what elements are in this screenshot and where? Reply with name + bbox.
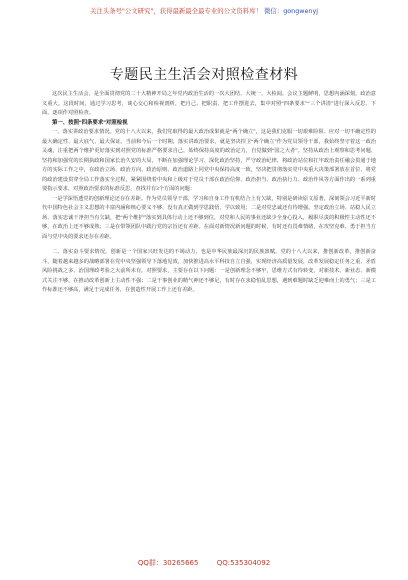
body-paragraph: 二、落实奋斗要求情况。创新是一个国家兴旺发达的不竭动力，也是中华民族最深沉的民族禀赋。党的十八大以来，推创新改革，推创新奋斗，随着越来越多的战略部署在党中央坚强领导下落地见效，加快推进高水平科技自立自强，实现经济高质量发展，改革发展稳定任务之重、矛盾风险挑战之多、治国理政考验之大前所未有。对照要求，主要存在以下问题：一是创新理念不够牢，思维方式有待转变，对新技术、新业态、新模式关注不够，在推动改革创新上主动性不强；二是干事创业的精气神还不够足，有时存在求稳怕乱思想，遇到难题时缺乏迎难而上的勇气；三是工作标准还不够高，满足于完成任务，在创造性开展工作上还有差距。 — [42, 249, 376, 293]
promo-banner — [0, 6, 408, 15]
document-title: 专题民主生活会对照检查材料 — [109, 67, 299, 83]
footer-qq: QQ:535304092 — [216, 559, 271, 567]
footer-qq-group: QQ群：30265665 — [137, 559, 199, 567]
banner-wechat: 微信：gongwenyj — [264, 7, 319, 15]
document-body — [42, 90, 376, 296]
footer-contact — [0, 558, 408, 568]
intro-paragraph: 这次民主生活会，是全面贯彻党的二十大精神开局之年党内政治生活的一次大团结、大统一、大检阅。会议主题鲜明，思想内涵深刻，政治意义重大。这段时间，通过学习思考，谈心交心和检视剖析，把自己、把职责、把工作摆进去，集中对照“四条要求”“三个讲清”进行深入反思、下面，逐项作对照检查。 — [42, 91, 376, 116]
body-paragraph: 一是学深悟透党的创新理论还存在差距。作为党员领导干部，学习和自身工作有机结合上有欠缺，特别是研读原文原著，深刻领会习近平新时代中国特色社会主义思想的丰富内涵和核心要义不够、没有真正做到学思践悟、学以致用；二是对党忠诚还有待增强。坚定政治立场、站稳人民立场、落实忠诚干净担当有欠缺，把“两个维护”落实到具体行动上还不够到位，对党和人民的事业还缺少全身心投入，履职尽责的积极性主动性还不够，在政治上还不够成熟；三是在带领团队中践行党的宗旨还有差距。在面对新情况新问题的时候，有时还有畏难情绪，在攻坚克难、勇于担当方面与党中央的要求还存在差距。 — [42, 195, 376, 240]
body-paragraph: 一、落实讲政治要求情况。党的十八大以来，我们党取得的最大政治成果就是“两个确立”，这是我们克服一切艰难险阻、应对一切不确定性的最大确定性、最大底气、最大保证。当前和今后一个时期，落实讲政治要求，就是坚决捍卫“两个确立”作为党员领导干部，我始终坚守着这一政治灵魂，注重把两个维护更好落实到对照党的标准严格要求自己，始终保持高度的政治定力，自觉做到“国之大者”。坚持从政治上观察和思考问题、坚持和加强党的长期执政和国家长治久安的大局，不断在加强理论学习、深化政治坚持，严守政治纪律，将政治站位和扛牢政治责任融会贯通于地方的实际工作之中，在政治立场、政治方向、政治原则、政治道路上同党中央保持高度一致，坚决把贯彻落实党中央重大决策部署放在首位、将党的政治建设贯穿全局工作落实全过程，紧紧围绕着中央和上级对于党员干部在政治信仰、政治担当、政治执行力、政治作风等方面作出的一系列重要指示要求，对照政治要求的标准反思，查找并有3个方面的问题： — [42, 129, 376, 192]
section-heading: 第一、按照“四条要求”对照检视 — [52, 119, 128, 126]
banner-text: 关注头条号"公文研究"，获得最新最全最专业的公文资料库！ — [89, 7, 262, 15]
